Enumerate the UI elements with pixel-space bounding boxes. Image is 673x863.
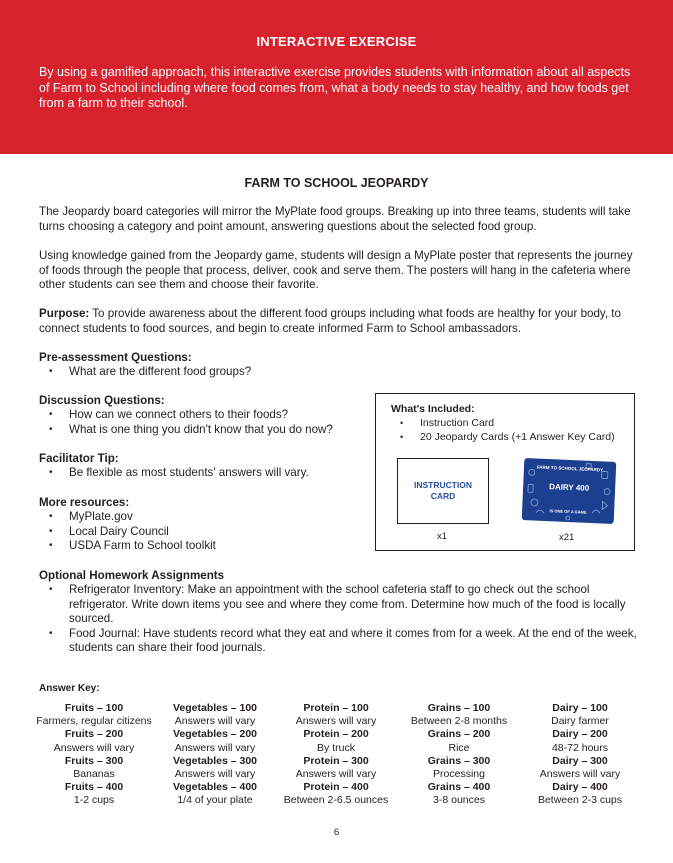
answer-key-answer: Bananas [73,768,115,781]
answer-key-answer: Processing [433,768,485,781]
list-item: • What is one thing you didn't know that you do now? [39,423,333,438]
purpose-label: Purpose: [39,307,90,320]
pre-assessment-heading: Pre-assessment Questions: [39,351,192,364]
list-item: • Be flexible as most students' answers will vary. [39,466,309,481]
answer-key-question: Grains – 400 [427,781,491,794]
answer-key-question: Protein – 100 [303,702,369,714]
answer-key-question: Dairy – 300 [552,754,608,767]
answer-key-question: Vegetables – 300 [172,754,258,767]
answer-key-question: Vegetables – 400 [172,781,258,794]
answer-key-answer: Between 2-3 cups [537,794,623,807]
answer-key-question: Fruits – 400 [64,781,124,794]
answer-key-answer: Answers will vary [295,715,377,728]
resources-heading: More resources: [39,496,130,509]
facilitator-list [39,466,309,481]
answer-key-answer: Answers will vary [539,768,621,781]
answer-key-heading: Answer Key: [39,683,100,694]
whats-included-heading: What's Included: [391,403,475,415]
answer-key-column-grains [399,702,519,808]
list-item: • What are the different food groups? [39,365,251,380]
answer-key-column-dairy [520,702,640,808]
list-item: • Food Journal: Have students record what they eat and where it comes from for a week. At the end of the week, students can share their food journals. [39,627,639,656]
discussion-heading: Discussion Questions: [39,394,165,407]
answer-key-question: Vegetables – 100 [172,702,258,714]
banner-text: By using a gamified approach, this interactive exercise provides students with information about all aspects of Farm to School including where food comes from, what a body needs to stay healthy, and how foods get from a farm to their school. [39,65,631,110]
answer-key-question: Fruits – 100 [64,702,124,714]
jeopardy-card-image [522,458,617,524]
list-item: • USDA Farm to School toolkit [39,539,216,554]
answer-key-answer: Answers will vary [53,741,135,754]
answer-key-answer: Between 2-6.5 ounces [283,794,389,807]
list-item: • How can we connect others to their foods? [39,408,333,423]
purpose-text: To provide awareness about the different food groups including what foods are healthy for your body, to connect students to food sources, and begin to create informed Farm to School ambassadors. [39,307,621,335]
answer-key-column-protein [276,702,396,808]
facilitator-heading: Facilitator Tip: [39,452,119,465]
list-item: • 20 Jeopardy Cards (+1 Answer Key Card) [388,430,615,444]
list-item: • Instruction Card [388,416,615,430]
answer-key-answer: 3-8 ounces [433,794,485,807]
answer-key-answer: 1/4 of your plate [177,794,253,807]
whats-included-box [375,393,635,551]
answer-key-answer: Answers will vary [295,768,377,781]
answer-key-question: Protein – 300 [303,754,369,767]
list-item: • Local Dairy Council [39,525,216,540]
answer-key-answer: Between 2-8 months [410,715,508,728]
jeopardy-card-header: FARM TO SCHOOL JEOPARDY [536,464,604,473]
answer-key-question: Fruits – 200 [64,728,124,741]
instruction-card-image [397,458,489,524]
whats-included-list [388,416,615,444]
answer-key-question: Vegetables – 200 [172,728,258,741]
page-number: 6 [333,827,340,838]
answer-key-answer: Answers will vary [174,741,256,754]
answer-key-answer: By truck [317,741,355,754]
answer-key-question: Dairy – 100 [552,702,608,714]
answer-key-answer: 48-72 hours [551,741,609,754]
poster-paragraph: Using knowledge gained from the Jeopardy game, students will design a MyPlate poster that represents the journey of foods through the people that process, deliver, cook and serve them. The posters will hang in the cafeteria where other students can see them and choose their favorite. [39,249,633,291]
intro-banner [0,0,673,154]
homework-list [39,583,639,656]
answer-key-question: Grains – 100 [427,702,491,714]
jeopardy-card-footer: IS ONE OF A GAME [549,508,587,515]
list-item: • Refrigerator Inventory: Make an appointment with the school cafeteria staff to go check out the school refrigerator. Write down items you see and where they come from. Determine how much of the food is locally sourced. [39,583,639,627]
answer-key-column-fruits [34,702,154,808]
answer-key-question: Grains – 300 [427,754,491,767]
answer-key-question: Fruits – 300 [64,754,124,767]
answer-key-answer: Rice [448,741,470,754]
answer-key-question: Grains – 200 [427,728,491,741]
answer-key-answer: Answers will vary [174,715,256,728]
list-item: • MyPlate.gov [39,510,216,525]
answer-key-answer: Dairy farmer [551,715,609,728]
answer-key-answer: Farmers, regular citizens [36,715,152,728]
section-title: FARM TO SCHOOL JEOPARDY [244,176,429,190]
intro-paragraph: The Jeopardy board categories will mirror the MyPlate food groups. Breaking up into three teams, students will take turns choosing a category and point amount, answering questions about the selected food group. [39,205,631,233]
answer-key-question: Protein – 200 [303,728,369,741]
pre-assessment-list [39,365,251,380]
answer-key-answer: 1-2 cups [73,794,115,807]
homework-heading: Optional Homework Assignments [39,569,225,582]
jeopardy-card-category: DAIRY 400 [548,482,590,493]
discussion-list [39,408,333,437]
purpose-paragraph [39,307,639,336]
answer-key-question: Dairy – 400 [552,781,608,794]
jeopardy-card-quantity: x21 [559,532,575,543]
answer-key-column-vegetables [155,702,275,808]
banner-title: INTERACTIVE EXERCISE [256,34,417,49]
answer-key-question: Dairy – 200 [552,728,608,741]
answer-key-answer: Answers will vary [174,768,256,781]
answer-key-question: Protein – 400 [303,781,369,794]
instruction-card-text: INSTRUCTION CARD [413,480,473,501]
resources-list [39,510,216,554]
instruction-card-quantity: x1 [437,531,448,542]
